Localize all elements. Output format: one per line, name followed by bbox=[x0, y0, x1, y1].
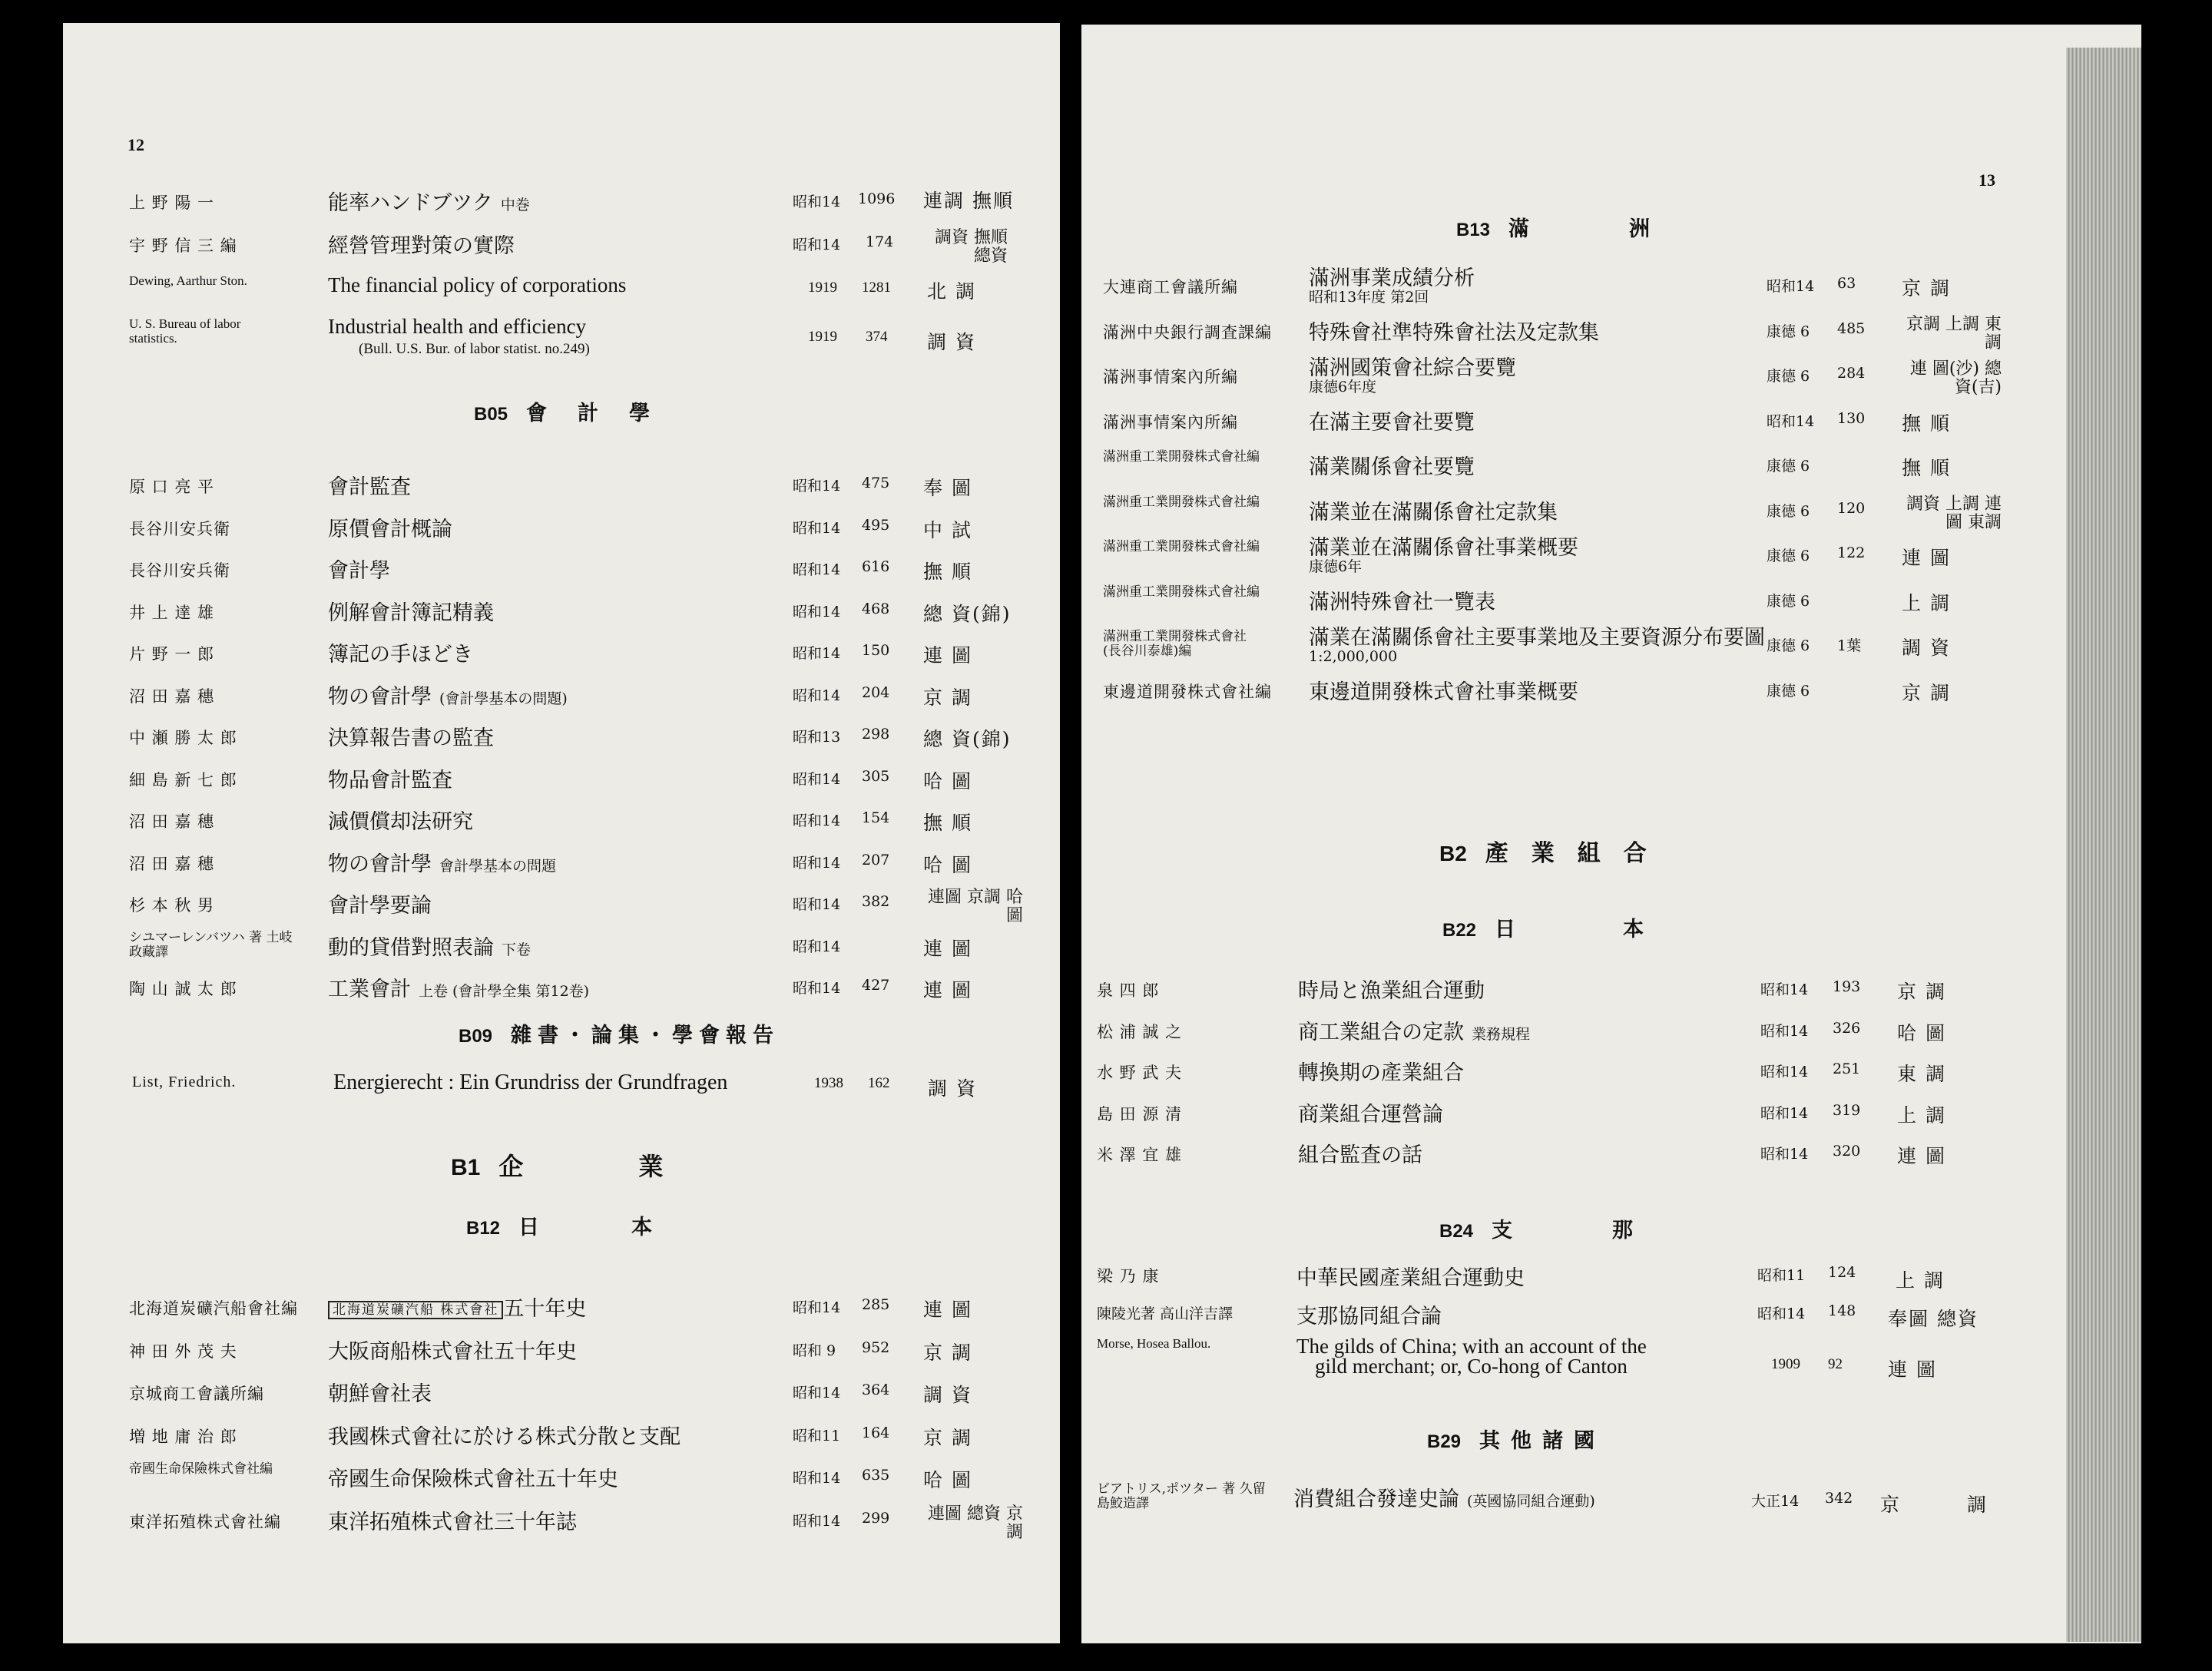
title: The financial policy of corporations bbox=[328, 273, 627, 296]
list-item bbox=[63, 972, 1060, 1014]
year: 昭和11 bbox=[1757, 1267, 1806, 1284]
location: 京 調 bbox=[1880, 1494, 2017, 1516]
title: 我國株式會社に於ける株式分散と支配 bbox=[328, 1424, 680, 1449]
pages: 122 bbox=[1837, 544, 1866, 561]
author: 長谷川安兵衛 bbox=[129, 519, 230, 538]
pages: 193 bbox=[1833, 978, 1861, 995]
list-item bbox=[1081, 1015, 2141, 1057]
year: 1938 bbox=[814, 1075, 843, 1091]
location: 京 調 bbox=[1902, 277, 1951, 299]
page-number: 13 bbox=[1979, 170, 1995, 190]
pages: 485 bbox=[1837, 319, 1866, 337]
author: 水 野 武 夫 bbox=[1097, 1064, 1183, 1082]
location: 連 圖(沙) 總 資(吉) bbox=[1909, 359, 2002, 397]
list-item bbox=[1081, 1056, 2141, 1097]
title: 帝國生命保險株式會社五十年史 bbox=[328, 1468, 618, 1491]
title: 中華民國產業組合運動史 bbox=[1296, 1266, 1525, 1290]
location: 連 圖 bbox=[923, 644, 972, 667]
title: 能率ハンドブツク bbox=[328, 191, 493, 215]
author: 沼 田 嘉 穗 bbox=[129, 687, 215, 706]
list-item bbox=[63, 470, 1060, 511]
pages: 635 bbox=[862, 1467, 890, 1484]
pages: 120 bbox=[1837, 499, 1866, 517]
pages: 1096 bbox=[858, 190, 896, 207]
location: 連 圖 bbox=[923, 979, 972, 1001]
list-item bbox=[63, 554, 1060, 595]
title: 會計學要論 bbox=[328, 894, 432, 918]
list-item bbox=[1081, 1138, 2141, 1180]
year: 昭和14 bbox=[1760, 1022, 1809, 1040]
year: 1909 bbox=[1771, 1356, 1800, 1372]
pages: 124 bbox=[1828, 1264, 1856, 1281]
pages: 1葉 bbox=[1837, 637, 1862, 654]
author: 杉 本 秋 男 bbox=[129, 896, 215, 915]
year: 昭和14 bbox=[793, 645, 841, 662]
pages: 204 bbox=[862, 683, 890, 701]
title: 會計監査 bbox=[328, 475, 411, 499]
list-item bbox=[63, 1070, 1060, 1112]
location: 調 資 bbox=[928, 1077, 977, 1100]
location: 總 資(錦) bbox=[923, 602, 1012, 625]
author: 長谷川安兵衛 bbox=[129, 561, 230, 580]
author: 滿洲事情案內所編 bbox=[1103, 368, 1238, 386]
location: 中 試 bbox=[923, 518, 972, 541]
author: 京城商工會議所編 bbox=[129, 1385, 264, 1403]
year: 昭和14 bbox=[1767, 412, 1815, 430]
title: 工業會計 bbox=[328, 978, 411, 1001]
location: 連 圖 bbox=[923, 1299, 972, 1321]
title: 商工業組合の定款 bbox=[1298, 1020, 1464, 1044]
year: 昭和14 bbox=[793, 1299, 841, 1316]
author: 中 瀬 勝 太 郎 bbox=[129, 729, 237, 747]
author: 宇 野 信 三 編 bbox=[129, 237, 237, 255]
location: 奉 圖 bbox=[923, 477, 972, 499]
location: 撫 順 bbox=[1902, 457, 1951, 479]
note: 會計學基本の問題 bbox=[439, 857, 557, 875]
year: 1919 bbox=[808, 280, 837, 296]
title: 東洋拓殖株式會社三十年誌 bbox=[328, 1510, 577, 1534]
location: 京 調 bbox=[923, 686, 972, 709]
title: 商業組合運營論 bbox=[1298, 1102, 1443, 1127]
title: 簿記の手ほどき bbox=[328, 643, 473, 667]
list-item bbox=[63, 763, 1060, 805]
pages: 468 bbox=[862, 600, 890, 617]
author: シユマーレンバツハ 著 土岐政藏譯 bbox=[129, 929, 293, 960]
pages: 251 bbox=[1833, 1061, 1861, 1077]
location: 哈 圖 bbox=[923, 853, 972, 876]
note: 康德6年 bbox=[1309, 558, 1363, 575]
author: 増 地 庸 治 郎 bbox=[129, 1427, 237, 1446]
list-item bbox=[1081, 316, 2141, 357]
right-page bbox=[1081, 25, 2141, 1643]
pages: 427 bbox=[862, 977, 890, 994]
list-item bbox=[63, 805, 1060, 846]
author: Dewing, Aarthur Ston. bbox=[129, 273, 247, 288]
year: 昭和14 bbox=[793, 770, 841, 788]
note: 康德6年度 bbox=[1309, 379, 1377, 395]
list-item bbox=[63, 931, 1060, 972]
author: 東洋拓殖株式會社編 bbox=[129, 1512, 281, 1531]
pages: 150 bbox=[862, 642, 890, 659]
list-item bbox=[1081, 356, 2141, 402]
location: 連圖 京調 哈圖 bbox=[928, 888, 1023, 925]
title: 朝鮮會社表 bbox=[328, 1382, 432, 1406]
location: 調資 上調 連圖 東調 bbox=[1906, 494, 2002, 532]
year: 昭和14 bbox=[793, 478, 841, 495]
year: 昭和14 bbox=[793, 1512, 841, 1530]
year: 昭和14 bbox=[793, 519, 841, 537]
year: 昭和14 bbox=[793, 687, 841, 704]
list-item bbox=[1081, 405, 2141, 447]
location: 撫 順 bbox=[923, 812, 972, 834]
author: 片 野 一 郎 bbox=[129, 645, 215, 663]
list-item bbox=[1081, 1482, 2141, 1524]
author: 島 田 源 清 bbox=[1097, 1104, 1183, 1123]
year: 昭和14 bbox=[1767, 278, 1815, 295]
title: 物の會計學 bbox=[328, 684, 432, 709]
pages: 162 bbox=[868, 1075, 890, 1091]
pages: 952 bbox=[862, 1338, 890, 1356]
title: 滿洲特殊會社一覽表 bbox=[1309, 590, 1495, 614]
year: 康德 6 bbox=[1767, 323, 1810, 340]
title: 大阪商船株式會社五十年史 bbox=[328, 1339, 577, 1364]
author: 泉 四 郎 bbox=[1097, 981, 1160, 1000]
location: 連 圖 bbox=[923, 937, 972, 960]
location: 京 調 bbox=[923, 1426, 972, 1449]
year: 昭和14 bbox=[793, 603, 841, 620]
list-item bbox=[63, 1505, 1060, 1547]
location: 京 調 bbox=[1897, 981, 1946, 1003]
list-item bbox=[63, 1420, 1060, 1461]
title: 滿業在滿關係會社主要事業地及主要資源分布要圖 bbox=[1309, 626, 1765, 650]
list-item bbox=[63, 596, 1060, 637]
note: 1:2,000,000 bbox=[1309, 648, 1398, 665]
author: 陶 山 誠 太 郎 bbox=[129, 980, 237, 998]
location: 哈 圖 bbox=[923, 1469, 972, 1491]
list-item bbox=[63, 721, 1060, 763]
location: 連 圖 bbox=[1897, 1145, 1946, 1167]
pages: 319 bbox=[1833, 1101, 1861, 1119]
section-heading-b2: B2 產業組合 bbox=[1439, 840, 1670, 867]
author: 滿洲中央銀行調査課編 bbox=[1103, 323, 1272, 342]
title: 經營管理對策の實際 bbox=[328, 234, 515, 258]
pages: 326 bbox=[1833, 1019, 1861, 1037]
author: 梁 乃 康 bbox=[1097, 1267, 1160, 1286]
title: 物の會計學 bbox=[328, 852, 432, 876]
author: 大連商工會議所編 bbox=[1103, 278, 1238, 296]
author: 沼 田 嘉 穗 bbox=[129, 854, 215, 873]
note: 中巻 bbox=[500, 197, 530, 213]
list-item bbox=[1081, 266, 2141, 312]
author: 滿洲重工業開發株式會社(長谷川泰雄)編 bbox=[1103, 629, 1247, 659]
list-item bbox=[63, 316, 1060, 358]
title: 滿業並在滿關係會社定款集 bbox=[1309, 500, 1558, 524]
year: 昭和11 bbox=[793, 1427, 841, 1444]
list-item bbox=[1081, 1261, 2141, 1302]
list-item bbox=[1081, 1097, 2141, 1139]
location: 調 資 bbox=[1902, 637, 1951, 659]
title: 消費組合發達史論 bbox=[1293, 1487, 1459, 1511]
year: 昭和14 bbox=[793, 980, 841, 997]
location: 撫 順 bbox=[923, 561, 972, 583]
year: 昭和14 bbox=[1757, 1305, 1806, 1322]
location: 撫 順 bbox=[1902, 412, 1951, 435]
location: 調資 撫順 總資 bbox=[935, 228, 1008, 266]
location: 總 資(錦) bbox=[923, 728, 1012, 750]
author: 滿洲重工業開發株式會社編 bbox=[1103, 449, 1260, 465]
note: 業務規程 bbox=[1472, 1025, 1531, 1043]
year: 1919 bbox=[808, 329, 837, 345]
author: 上 野 陽 一 bbox=[129, 194, 215, 212]
pages: 148 bbox=[1828, 1302, 1856, 1319]
author: Morse, Hosea Ballou. bbox=[1097, 1336, 1211, 1351]
page-number: 12 bbox=[127, 135, 144, 154]
author: 北海道炭礦汽船會社編 bbox=[129, 1299, 298, 1318]
list-item bbox=[1081, 675, 2141, 716]
note: (英國協同組合運動) bbox=[1467, 1493, 1595, 1510]
note: (Bull. U.S. Bur. of labor statist. no.249) bbox=[359, 341, 590, 357]
section-heading-b22: B22 日本 bbox=[1442, 918, 1752, 941]
year: 康德 6 bbox=[1767, 502, 1810, 520]
title: 滿業關係會社要覽 bbox=[1309, 455, 1475, 479]
title: 滿洲國策會社綜合要覽 bbox=[1309, 356, 1516, 380]
section-heading-b12: B12 日本 bbox=[466, 1216, 745, 1239]
list-item bbox=[63, 637, 1060, 679]
year: 康德 6 bbox=[1767, 682, 1810, 700]
author: 井 上 達 雄 bbox=[129, 603, 215, 622]
pages: 174 bbox=[866, 233, 894, 250]
list-item bbox=[63, 1462, 1060, 1504]
title: The gilds of China; with an account of the bbox=[1296, 1335, 1647, 1358]
author: 沼 田 嘉 穗 bbox=[129, 812, 215, 831]
list-item bbox=[1081, 495, 2141, 537]
location: 哈 圖 bbox=[923, 769, 972, 792]
list-item bbox=[63, 186, 1060, 227]
location: 京 調 bbox=[1902, 681, 1951, 704]
list-item bbox=[63, 512, 1060, 554]
list-item bbox=[63, 229, 1060, 270]
title: 物品會計監査 bbox=[328, 768, 452, 792]
year: 昭和14 bbox=[1760, 1146, 1809, 1163]
author: 米 澤 宜 雄 bbox=[1097, 1146, 1183, 1164]
year: 康德 6 bbox=[1767, 368, 1810, 385]
list-item bbox=[63, 888, 1060, 930]
list-item bbox=[63, 1377, 1060, 1418]
year: 康德 6 bbox=[1767, 637, 1810, 654]
author: 松 浦 誠 之 bbox=[1097, 1022, 1183, 1041]
location: 京 調 bbox=[923, 1341, 972, 1364]
author: 陳陵光著 高山洋吉譯 bbox=[1097, 1305, 1233, 1322]
year: 昭和13 bbox=[793, 729, 841, 746]
location: 連 圖 bbox=[1888, 1358, 1937, 1381]
author: 滿洲重工業開發株式會社編 bbox=[1103, 539, 1260, 554]
pages: 1281 bbox=[862, 280, 891, 296]
note: 昭和13年度 第2回 bbox=[1309, 289, 1429, 306]
section-heading-b29: B29 其他諸國 bbox=[1427, 1429, 1606, 1453]
pages: 284 bbox=[1837, 365, 1866, 382]
location: 連 圖 bbox=[1902, 547, 1951, 569]
location: 京調 上調 東調 bbox=[1906, 314, 2002, 352]
list-item bbox=[1081, 626, 2141, 671]
title-continued: gild merchant; or, Co-hong of Canton bbox=[1315, 1355, 1628, 1378]
year: 昭和14 bbox=[793, 1470, 841, 1487]
year: 大正14 bbox=[1751, 1493, 1800, 1510]
author: 滿洲重工業開發株式會社編 bbox=[1103, 494, 1260, 510]
location: 上 調 bbox=[1897, 1104, 1946, 1127]
title: 在滿主要會社要覽 bbox=[1309, 410, 1475, 435]
title: 五十年史 bbox=[503, 1297, 587, 1321]
list-item bbox=[1081, 1336, 2141, 1390]
left-page bbox=[63, 23, 1060, 1643]
title: 例解會計簿記精義 bbox=[328, 601, 494, 625]
note: 下卷 bbox=[502, 941, 531, 958]
year: 昭和14 bbox=[793, 561, 841, 578]
note: (會計學基本の問題) bbox=[439, 690, 568, 707]
year: 昭和14 bbox=[793, 938, 841, 955]
location: 東 調 bbox=[1897, 1063, 1946, 1085]
location: 哈 圖 bbox=[1897, 1021, 1946, 1044]
pages: 207 bbox=[862, 851, 890, 869]
list-item bbox=[63, 847, 1060, 888]
location: 上 調 bbox=[1902, 591, 1951, 614]
title: Energierecht : Ein Grundriss der Grundfragen bbox=[333, 1070, 728, 1094]
author: 東邊道開發株式會社編 bbox=[1103, 682, 1272, 701]
year: 昭和14 bbox=[1760, 1104, 1809, 1122]
year: 昭和14 bbox=[793, 194, 841, 210]
year: 昭和14 bbox=[793, 812, 841, 829]
title: 減價償却法研究 bbox=[328, 810, 473, 834]
section-heading-b09: B09 雜書・論集・學會報告 bbox=[459, 1024, 780, 1047]
list-item bbox=[1081, 450, 2141, 491]
pages: 374 bbox=[866, 329, 888, 345]
location: 連調 撫順 bbox=[923, 190, 1014, 212]
author: 神 田 外 茂 夫 bbox=[129, 1342, 237, 1361]
list-item bbox=[63, 273, 1060, 315]
pages: 475 bbox=[862, 475, 890, 491]
pages: 92 bbox=[1828, 1356, 1843, 1372]
year: 康德 6 bbox=[1767, 592, 1810, 610]
title: 動的貸借對照表論 bbox=[328, 935, 494, 960]
pages: 320 bbox=[1833, 1143, 1861, 1160]
year: 昭和14 bbox=[1760, 1064, 1809, 1080]
title: 時局と漁業組合運動 bbox=[1298, 979, 1485, 1003]
location: 調 資 bbox=[927, 331, 976, 353]
section-heading-b1: B1 企業 bbox=[451, 1152, 779, 1181]
book-page-edges bbox=[2066, 48, 2141, 1642]
title: 會計學 bbox=[328, 559, 390, 583]
title: 滿洲事業成績分析 bbox=[1309, 266, 1475, 290]
pages: 305 bbox=[862, 767, 890, 785]
pages: 495 bbox=[862, 516, 890, 534]
pages: 164 bbox=[862, 1424, 890, 1441]
section-heading-b13: B13 滿洲 bbox=[1456, 217, 1750, 241]
title: 決算報告書の監査 bbox=[328, 726, 494, 750]
year: 昭和14 bbox=[793, 237, 841, 253]
title: 滿業並在滿關係會社事業概要 bbox=[1309, 536, 1578, 560]
pages: 130 bbox=[1837, 409, 1866, 427]
pages: 285 bbox=[862, 1296, 890, 1313]
author: 原 口 亮 平 bbox=[129, 478, 215, 496]
pages: 364 bbox=[862, 1381, 890, 1398]
author: 帝國生命保險株式會社編 bbox=[129, 1461, 273, 1477]
title: Industrial health and efficiency bbox=[328, 315, 587, 338]
title: 組合監査の話 bbox=[1298, 1143, 1422, 1167]
title: 支那協同組合論 bbox=[1296, 1305, 1442, 1329]
list-item bbox=[63, 680, 1060, 721]
list-item bbox=[63, 1335, 1060, 1376]
location: 上 調 bbox=[1896, 1269, 1945, 1292]
author: 滿洲重工業開發株式會社編 bbox=[1103, 584, 1260, 600]
author: ビアトリス,ポツター 著 久留島鮫造譯 bbox=[1097, 1481, 1266, 1511]
year: 昭和14 bbox=[793, 896, 841, 913]
title: 原價會計概論 bbox=[328, 517, 452, 541]
year: 康德 6 bbox=[1767, 458, 1810, 475]
location: 調 資 bbox=[923, 1384, 972, 1406]
location: 連圖 總資 京調 bbox=[928, 1504, 1023, 1542]
pages: 154 bbox=[862, 809, 890, 826]
author: List, Friedrich. bbox=[132, 1074, 237, 1090]
year: 昭和14 bbox=[1760, 981, 1809, 998]
title: 東邊道開發株式會社事業概要 bbox=[1309, 680, 1578, 704]
year: 昭和14 bbox=[793, 854, 841, 872]
author: U. S. Bureau of labor statistics. bbox=[129, 316, 241, 346]
pages: 616 bbox=[862, 558, 890, 575]
pages: 342 bbox=[1825, 1490, 1853, 1507]
pages: 299 bbox=[862, 1509, 890, 1527]
title: 特殊會社準特殊會社法及定款集 bbox=[1309, 320, 1599, 345]
section-heading-b05: B05 會計學 bbox=[474, 402, 681, 425]
section-heading-b24: B24 支那 bbox=[1439, 1219, 1734, 1242]
boxed-publisher: 北海道炭礦汽船 株式會社 bbox=[328, 1301, 503, 1319]
author: 滿洲事情案內所編 bbox=[1103, 412, 1238, 432]
pages: 298 bbox=[862, 726, 890, 743]
pages: 63 bbox=[1837, 275, 1856, 292]
year: 昭和14 bbox=[793, 1385, 841, 1401]
list-item bbox=[1081, 585, 2141, 627]
note: 上卷 (會計學全集 第12卷) bbox=[419, 983, 590, 1000]
year: 昭和 9 bbox=[793, 1342, 836, 1359]
list-item bbox=[1081, 974, 2141, 1015]
year: 康德 6 bbox=[1767, 548, 1810, 564]
list-item bbox=[63, 1292, 1060, 1333]
list-item bbox=[1081, 536, 2141, 581]
title: 轉換期の產業組合 bbox=[1298, 1061, 1464, 1085]
author: 細 島 新 七 郎 bbox=[129, 770, 237, 789]
location: 北 調 bbox=[927, 280, 976, 303]
location: 奉圖 總資 bbox=[1888, 1308, 1979, 1330]
pages: 382 bbox=[862, 893, 890, 910]
